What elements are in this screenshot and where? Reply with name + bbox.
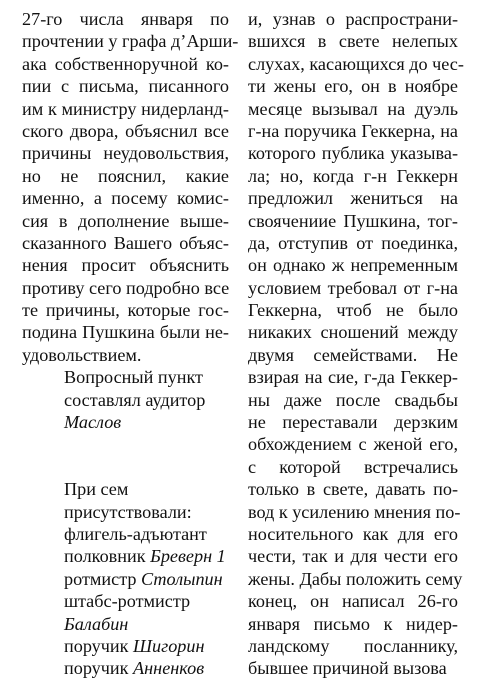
text-line: им к министру нидерланд-	[22, 98, 229, 119]
text-line: удовольствием.	[22, 344, 142, 365]
attendance-line: При сем	[64, 479, 129, 500]
entry-rank: ротмистр	[64, 568, 142, 589]
entry-rank: поручик	[64, 658, 134, 679]
text-line: сия в дополнение выше-	[22, 210, 229, 231]
text-line: именно, а посему комис-	[22, 188, 229, 209]
text-line: ака собственноручной ко-	[22, 53, 229, 74]
text-line: и, узнав о распространи-	[248, 9, 458, 29]
text-line: ландскому посланнику,	[248, 635, 458, 656]
text-line: но не пояснил, какие	[22, 165, 229, 186]
text-line: ла; но, когда г-н Геккерн	[248, 165, 458, 186]
text-line: Геккерна, чтоб не было	[248, 300, 458, 321]
entry-name: Столыпин	[141, 568, 223, 589]
text-line: пии с письма, писанного	[22, 76, 229, 97]
attendance-entry	[22, 545, 229, 567]
text-line: слухах, касающихся до чес-	[248, 53, 464, 74]
attendance-entry	[22, 590, 229, 612]
text-line: 27-го числа января по	[22, 9, 229, 29]
text-line: месяце вызывал на дуэль	[248, 98, 458, 119]
text-line: не переставали дерзким	[248, 412, 458, 433]
text-line: ны даже после свадьбы	[248, 389, 458, 410]
attendance-entry	[22, 613, 229, 635]
text-line: с которой встречались	[248, 456, 458, 477]
text-line: противу сего подробно все	[22, 277, 230, 298]
text-line: никаких сношений между	[248, 322, 458, 343]
text-line: конец, он написал 26-го	[248, 591, 458, 612]
attendance-list	[22, 478, 229, 680]
note-line: составлял аудитор	[64, 389, 206, 410]
text-line: предложил жениться на	[248, 188, 458, 209]
text-line: чести, так и для чести его	[248, 546, 458, 567]
text-line: те причины, которые гос-	[22, 300, 229, 321]
main-paragraph	[22, 8, 239, 366]
text-line: да, отступив от поединка,	[248, 232, 458, 253]
entry-name: Шигорин	[133, 635, 205, 656]
text-line: он однако ж непременным	[248, 255, 458, 276]
attendance-line: присутствовали:	[64, 501, 192, 522]
attendance-line: флигель-адъютант	[64, 523, 207, 544]
text-line: сказанного Вашего объяс-	[22, 232, 229, 253]
right-column	[248, 8, 464, 680]
note-line: Вопросный пункт	[64, 367, 204, 388]
entry-rank: штабс-ротмистр	[64, 591, 191, 612]
text-line: которого публика указыва-	[248, 143, 458, 164]
text-line: января письмо к нидер-	[248, 613, 458, 634]
entry-rank: поручик	[64, 635, 134, 656]
attendance-entry	[22, 568, 229, 590]
text-line: нения просит объяснить	[22, 255, 229, 276]
attendance-entry	[22, 635, 229, 657]
text-line: двумя семействами. Не	[248, 344, 458, 365]
text-line: г-на поручика Геккерна, на	[248, 120, 458, 141]
text-line: вод к усилению мнения по-	[248, 501, 461, 522]
entry-name: Бреверн 1	[150, 546, 226, 567]
text-line: жены. Дабы положить сему	[248, 568, 463, 589]
text-line: носительного как для его	[248, 523, 458, 544]
entry-name: Анненков	[133, 658, 205, 679]
text-line: вшихся в свете нелепых	[248, 31, 458, 52]
text-line: бывшее причиной вызова	[248, 658, 447, 679]
text-line: своячениие Пушкина, тог-	[248, 210, 458, 231]
auditor-name: Маслов	[64, 412, 122, 433]
text-line: ского двора, объяснил все	[22, 120, 229, 141]
text-line: причины неудовольствия,	[22, 143, 229, 164]
text-line: взирая на сие, г-да Геккер-	[248, 367, 458, 388]
text-line: прочтении у графа д’Арши-	[22, 31, 239, 52]
spacer	[22, 456, 229, 478]
questioner-note	[22, 366, 229, 433]
text-line: подина Пушкина были не-	[22, 322, 229, 343]
left-column	[22, 8, 239, 680]
text-line: условием требовал от г-на	[248, 277, 458, 298]
text-line: ти жены его, он в ноябре	[248, 76, 458, 97]
text-line: обхождением с женой его,	[248, 434, 458, 455]
entry-rank: полковник	[64, 546, 151, 567]
entry-name: Балабин	[64, 613, 129, 634]
note-line	[22, 411, 229, 433]
text-line: только в свете, давать по-	[248, 479, 458, 500]
attendance-entry	[22, 657, 229, 679]
spacer	[22, 433, 229, 455]
